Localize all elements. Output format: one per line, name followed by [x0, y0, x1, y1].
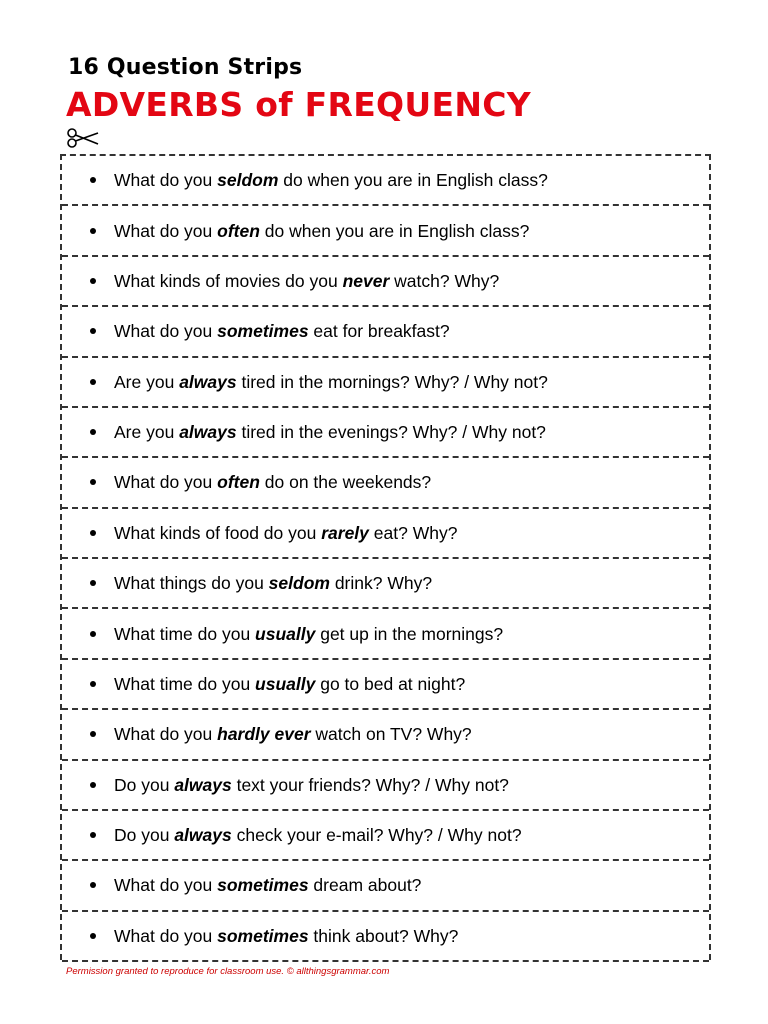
- question-after: think about? Why?: [308, 925, 459, 946]
- bullet-icon: [90, 731, 96, 737]
- question-text: [114, 624, 503, 644]
- question-strip: [62, 609, 709, 659]
- bullet-icon: [90, 379, 96, 385]
- question-before: What do you: [114, 220, 218, 241]
- frequency-adverb: usually: [255, 673, 316, 694]
- question-before: What do you: [114, 875, 218, 896]
- question-after: text your friends? Why? / Why not?: [231, 774, 509, 795]
- bullet-icon: [90, 681, 96, 687]
- question-strip: [62, 761, 709, 811]
- question-after: eat for breakfast?: [308, 321, 450, 342]
- bullet-icon: [90, 631, 96, 637]
- question-after: check your e-mail? Why? / Why not?: [231, 825, 522, 846]
- frequency-adverb: often: [217, 472, 260, 493]
- question-before: What do you: [114, 925, 218, 946]
- bullet-icon: [90, 479, 96, 485]
- worksheet-subtitle: 16 Question Strips: [68, 55, 303, 80]
- question-strip: [62, 408, 709, 458]
- bullet-icon: [90, 580, 96, 586]
- question-after: dream about?: [308, 875, 422, 896]
- frequency-adverb: hardly ever: [217, 724, 311, 745]
- question-text: [114, 775, 509, 795]
- bullet-icon: [90, 177, 96, 183]
- bullet-icon: [90, 328, 96, 334]
- question-strip: [62, 206, 709, 256]
- question-before: Do you: [114, 774, 175, 795]
- question-after: get up in the mornings?: [315, 623, 504, 644]
- question-before: What kinds of food do you: [114, 522, 322, 543]
- scissors-icon: [64, 124, 104, 152]
- bullet-icon: [90, 832, 96, 838]
- question-before: What kinds of movies do you: [114, 270, 343, 291]
- question-strip: [62, 509, 709, 559]
- bullet-icon: [90, 530, 96, 536]
- question-before: What time do you: [114, 623, 256, 644]
- question-strip: [62, 912, 709, 962]
- question-before: Do you: [114, 825, 175, 846]
- question-after: tired in the mornings? Why? / Why not?: [236, 371, 548, 392]
- bullet-icon: [90, 228, 96, 234]
- question-after: do when you are in English class?: [278, 170, 548, 191]
- question-after: do when you are in English class?: [259, 220, 530, 241]
- frequency-adverb: always: [179, 371, 237, 392]
- question-before: What do you: [114, 170, 218, 191]
- bullet-icon: [90, 882, 96, 888]
- question-strip: [62, 307, 709, 357]
- bullet-icon: [90, 933, 96, 939]
- permission-footer: Permission granted to reproduce for classroom use. © allthingsgrammar.com: [66, 966, 390, 977]
- question-text: [114, 372, 548, 392]
- bullet-icon: [90, 278, 96, 284]
- question-text: [114, 221, 529, 241]
- question-after: eat? Why?: [368, 522, 458, 543]
- question-strip: [62, 458, 709, 508]
- question-text: [114, 422, 546, 442]
- bullet-icon: [90, 782, 96, 788]
- frequency-adverb: sometimes: [217, 321, 309, 342]
- question-after: do on the weekends?: [259, 472, 432, 493]
- question-text: [114, 321, 450, 341]
- question-after: watch? Why?: [389, 270, 500, 291]
- question-text: [114, 926, 458, 946]
- frequency-adverb: never: [342, 270, 390, 291]
- frequency-adverb: seldom: [217, 170, 279, 191]
- frequency-adverb: seldom: [268, 573, 330, 594]
- question-strip: [62, 710, 709, 760]
- question-after: tired in the evenings? Why? / Why not?: [236, 422, 546, 443]
- question-before: What do you: [114, 321, 218, 342]
- question-strip: [62, 861, 709, 911]
- question-after: go to bed at night?: [315, 673, 466, 694]
- frequency-adverb: rarely: [321, 522, 369, 543]
- question-text: [114, 271, 499, 291]
- frequency-adverb: often: [217, 220, 260, 241]
- frequency-adverb: sometimes: [217, 925, 309, 946]
- question-before: What time do you: [114, 673, 256, 694]
- worksheet-title: ADVERBS of FREQUENCY: [66, 85, 531, 124]
- question-after: drink? Why?: [329, 573, 433, 594]
- question-text: [114, 170, 548, 190]
- question-before: What things do you: [114, 573, 269, 594]
- question-strip: [62, 358, 709, 408]
- question-text: [114, 472, 431, 492]
- frequency-adverb: sometimes: [217, 875, 309, 896]
- question-strip: [62, 660, 709, 710]
- question-text: [114, 825, 522, 845]
- question-text: [114, 724, 472, 744]
- question-strip: [62, 559, 709, 609]
- bullet-icon: [90, 429, 96, 435]
- question-text: [114, 875, 421, 895]
- frequency-adverb: always: [179, 422, 237, 443]
- question-strip: [62, 156, 709, 206]
- question-text: [114, 573, 432, 593]
- question-before: Are you: [114, 371, 180, 392]
- frequency-adverb: usually: [255, 623, 316, 644]
- question-strips: [60, 154, 711, 960]
- question-before: What do you: [114, 724, 218, 745]
- question-after: watch on TV? Why?: [310, 724, 472, 745]
- question-strip: [62, 811, 709, 861]
- question-before: Are you: [114, 422, 180, 443]
- question-strip: [62, 257, 709, 307]
- frequency-adverb: always: [174, 774, 232, 795]
- question-text: [114, 674, 465, 694]
- question-before: What do you: [114, 472, 218, 493]
- frequency-adverb: always: [174, 825, 232, 846]
- question-text: [114, 523, 457, 543]
